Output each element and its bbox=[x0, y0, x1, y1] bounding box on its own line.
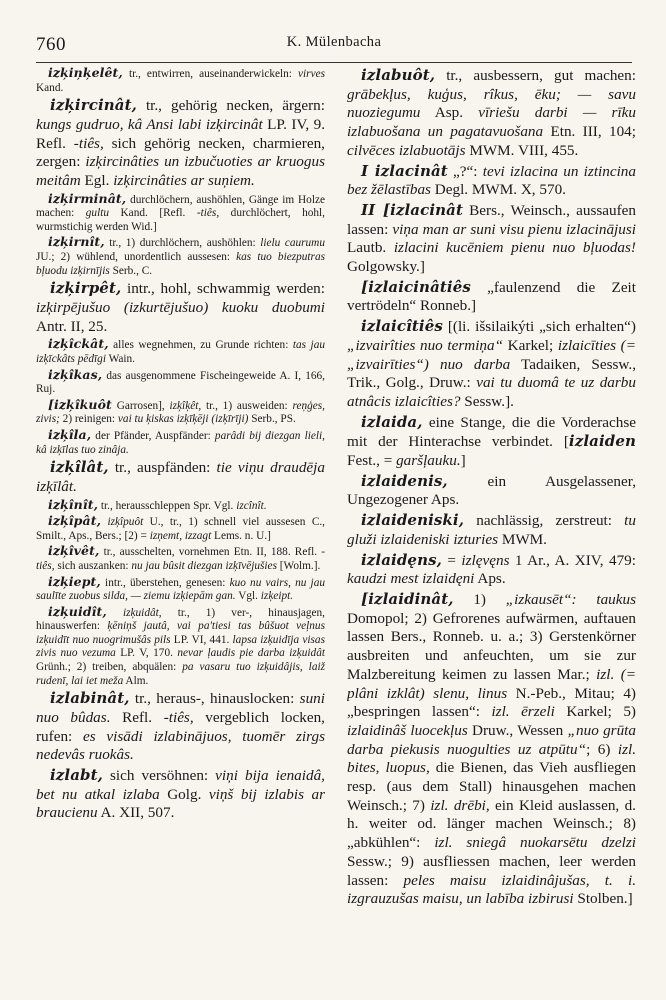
example-text: izl. ērzeli bbox=[491, 703, 555, 721]
example-text: tu gluži izlaideniski izturies bbox=[347, 512, 636, 548]
entry-text: Druw., Wessen bbox=[467, 721, 568, 739]
example-text: izcînît. bbox=[236, 499, 267, 512]
headword: izķirnît, bbox=[48, 234, 105, 250]
example-text: izlaidinâš luocekļus bbox=[347, 721, 468, 739]
entry-text: tr., 1) ver-, hinausjagen, hinauswerfen: bbox=[36, 606, 325, 633]
example-text: gultu bbox=[85, 207, 110, 220]
example-text: parâdi bij diezgan lieli, kâ izķīlas tuo zinâja. bbox=[36, 429, 325, 456]
entry-text: Tadaiken, Sessw., Trik., Golg., Druw.: bbox=[347, 355, 636, 392]
headword: izlaiden bbox=[568, 432, 636, 451]
headword: izķîkas, bbox=[48, 366, 103, 382]
headword: izķîla, bbox=[48, 426, 92, 442]
entry-text: Stolben.] bbox=[573, 890, 633, 908]
example-text: vai tu ķiskas izķīķēji (izķīrīji) bbox=[117, 413, 249, 426]
entry-text bbox=[107, 607, 123, 619]
entry-text: durchlöchern, aushöhlen, Gänge im Holze machen: bbox=[36, 193, 325, 220]
dictionary-entry bbox=[347, 66, 636, 161]
entry-text: Lautb. bbox=[347, 239, 394, 257]
headword: I izlacinât bbox=[361, 161, 448, 180]
example-text: tas jau izķīckâts pēdīgi bbox=[36, 339, 325, 365]
example-text: izlacini kucēniem pienu nuo bļuodas! bbox=[393, 239, 636, 257]
example-text: vīriešu darbi — rīku izlabuošana un pagatavuošana bbox=[347, 104, 636, 141]
entry-text: Golgowsky.] bbox=[347, 258, 425, 276]
headword: izķuidît, bbox=[48, 603, 107, 619]
example-text: suni nuo bûdas. bbox=[36, 690, 325, 726]
headword: izķiept, bbox=[48, 573, 101, 589]
entry-text: der Pfänder, Auspfänder: bbox=[91, 429, 215, 442]
entry-text: Serb., C. bbox=[109, 264, 153, 277]
entry-text: Sessw.]. bbox=[460, 392, 514, 410]
headword: izlabuôt, bbox=[361, 66, 436, 84]
dictionary-entry bbox=[347, 472, 636, 510]
example-text: izķircinâties ar suņiem. bbox=[113, 172, 255, 189]
dictionary-entry bbox=[36, 544, 325, 573]
left-column bbox=[36, 66, 325, 974]
entry-text: Egl. bbox=[80, 172, 114, 189]
entry-text: Lems. n. U.] bbox=[211, 529, 271, 542]
entry-text: nachlässig, zerstreut: bbox=[464, 512, 625, 530]
dictionary-entry bbox=[36, 428, 325, 457]
entry-text: ] bbox=[460, 452, 466, 470]
example-text: cilvēces izlabuotājs bbox=[347, 141, 466, 159]
entry-text: Domopol; 2) Gefrorenes aufwärmen, auftauen lassen Bers., Ronneb. u. a.; 3) Gerstenkörner ausbreiten und anfeuchten, um sie zur Malzbereitung keimen zu lassen Mar.; bbox=[347, 609, 636, 683]
entry-text: Antr. II, 25. bbox=[36, 317, 108, 335]
header-rule bbox=[36, 62, 632, 63]
entry-text bbox=[577, 591, 597, 608]
headword: [izlaidinât, bbox=[361, 589, 454, 608]
headword: izķîckât, bbox=[48, 336, 109, 352]
entry-text: MWM. bbox=[498, 530, 547, 548]
entry-text: LP. V, 170. bbox=[115, 647, 178, 660]
dictionary-entry bbox=[36, 605, 325, 689]
entry-text: tr., 1) ausweiden: bbox=[201, 399, 293, 412]
page-header bbox=[36, 34, 632, 58]
entry-text: tr., entwirren, auseinanderwickeln: bbox=[122, 68, 299, 80]
example-text: grābekļus, kuģus, rîkus, ēku; — savu nuoziegumu bbox=[347, 85, 636, 122]
entry-text: „faulenzend die Zeit vertrödeln“ Ronneb.] bbox=[347, 278, 636, 315]
example-text: „izkausēt“: bbox=[505, 590, 577, 608]
example-text: kungs gudruo, kâ Ansi labi izķircinât bbox=[36, 115, 263, 133]
entry-text: [Wolm.]. bbox=[276, 559, 321, 572]
entry-text: Grünh.; 2) treiben, abquälen: bbox=[36, 661, 183, 674]
entry-text: Karkel; 5) bbox=[554, 703, 636, 721]
example-text: ķēniņš jautâ, vai pa'tiesi tas bûšuot veļnus izķuidīt nuo nuogrimušâs pils bbox=[36, 620, 325, 646]
entry-text: Serb., PS. bbox=[248, 413, 296, 426]
entry-text: A. XII, 507. bbox=[97, 804, 175, 822]
entry-text: tr., gehörig necken, ärgern: bbox=[136, 97, 325, 115]
dictionary-entry bbox=[36, 514, 325, 543]
example-text: kas tuo biezputras bļuodu izķirnījis bbox=[36, 251, 325, 277]
dictionary-entry bbox=[36, 498, 325, 514]
entry-text: N.-Peb., Mitau; 4) „bespringen lassen“: bbox=[347, 684, 636, 721]
example-text: „nuo grūta darba piekusis nuogulties uz atpūtu“ bbox=[347, 721, 636, 758]
headword: izķîlât, bbox=[50, 458, 109, 477]
dictionary-entry bbox=[36, 337, 325, 366]
headword: izķircinât, bbox=[50, 96, 137, 115]
dictionary-entry bbox=[36, 279, 325, 336]
dictionary-entry bbox=[36, 575, 325, 604]
entry-text: intr., überstehen, genesen: bbox=[100, 576, 230, 589]
entry-text: Aps. bbox=[474, 570, 506, 588]
entry-text: MWM. VIII, 455. bbox=[465, 141, 579, 159]
example-text: es visādi izlabinājuos, tuomēr zirgs nedevâs ruokâs. bbox=[36, 727, 325, 764]
entry-text: Vgl. bbox=[235, 590, 261, 603]
example-text: reņģes, zivis; bbox=[36, 399, 325, 426]
running-head: K. Mülenbacha bbox=[286, 34, 382, 50]
entry-text: intr., hohl, schwammig werden: bbox=[121, 280, 325, 298]
example-text: nevar ļaudis pie darba izķuidât bbox=[177, 647, 325, 660]
entry-text: „?“: bbox=[447, 162, 483, 180]
entry-text: tr., herausschleppen Spr. Vgl. bbox=[98, 499, 237, 512]
headword: izķirminât, bbox=[48, 190, 127, 206]
dictionary-entry bbox=[36, 66, 325, 95]
entry-text: Asp. bbox=[420, 104, 479, 122]
entry-text: tr., heraus-, hinauslocken: bbox=[129, 690, 300, 708]
example-text: peles maisu izlaidinâjušas, t. i. izgrauzušas maisu, un labība izbirusi bbox=[347, 871, 636, 908]
entry-text: Kand. bbox=[36, 81, 64, 94]
dictionary-entry bbox=[36, 235, 325, 278]
example-text: viņa man ar suni visu pienu izlacinājusi bbox=[392, 220, 636, 238]
dictionary-entry bbox=[36, 458, 325, 496]
entry-text: Karkel; bbox=[503, 336, 558, 354]
entry-text: LP. IV, 9. Refl. - bbox=[36, 115, 325, 152]
dictionary-entry bbox=[347, 317, 636, 412]
headword: izķîpât, bbox=[48, 513, 102, 529]
example-text: viņš bij izlabis ar braucienu bbox=[36, 785, 325, 822]
example-text: izl. (= plâni izklât) slenu, linus bbox=[347, 665, 636, 702]
entry-text: tr., ausschelten, vornehmen Etn. II, 188. Refl. - bbox=[99, 546, 325, 559]
entry-text: 1 Ar., A. XIV, 479: bbox=[509, 551, 636, 569]
example-text: tiês, bbox=[168, 708, 194, 726]
example-text: izņemt, izzagt bbox=[149, 529, 212, 542]
dictionary-entry bbox=[36, 96, 325, 191]
entry-text: 1) bbox=[453, 590, 506, 608]
example-text: kuo nu vairs, nu jau saulīte zuobus silda, — ziemu izķiepām gan. bbox=[36, 576, 325, 603]
page-number: 760 bbox=[36, 34, 66, 55]
headword: izlabinât, bbox=[50, 689, 130, 708]
example-text: izl. bites, luopus, bbox=[347, 740, 636, 777]
entry-text: Fest., = bbox=[347, 452, 397, 470]
example-text: taukus bbox=[596, 590, 636, 608]
entry-text: Kand. [Refl. - bbox=[109, 207, 201, 220]
entry-text: tr., auspfänden: bbox=[108, 459, 217, 477]
example-text: izķîķêt, bbox=[169, 399, 202, 412]
entry-text: Bers., Weinsch., aussaufen lassen: bbox=[347, 201, 636, 238]
headword: izķiņķelêt, bbox=[48, 66, 123, 80]
dictionary-entry bbox=[36, 766, 325, 823]
entry-text: Alm. bbox=[123, 674, 149, 687]
entry-text: alles wegnehmen, zu Grunde richten: bbox=[108, 339, 293, 352]
example-text: kaudzi mest izlaidęni bbox=[347, 570, 475, 588]
example-text: izl. drēbi, bbox=[430, 796, 490, 814]
example-text: vai tu duomâ te uz darbu atnâcis izlaicîties? bbox=[347, 374, 636, 410]
headword: izlabt, bbox=[50, 766, 103, 785]
entry-text: die Bienen, das Vieh ausfliegen resp. (aus dem Stall) hinausgehen machen Weinsch.; 7) bbox=[347, 759, 636, 814]
headword: izlaida, bbox=[361, 412, 423, 431]
entry-text: vergeblich locken, rufen: bbox=[36, 708, 325, 745]
dictionary-entry bbox=[36, 689, 325, 765]
example-text: virves bbox=[298, 68, 325, 80]
entry-text: sich auszanken: bbox=[54, 559, 132, 572]
dictionary-entry bbox=[347, 590, 636, 909]
headword: izlaidenis, bbox=[361, 471, 448, 490]
entry-text: ; 6) bbox=[586, 740, 618, 758]
dictionary-entry bbox=[36, 368, 325, 397]
entry-text: Wain. bbox=[105, 352, 135, 365]
example-text: „izvairîties nuo termiņa“ bbox=[347, 336, 504, 354]
entry-text: sich gehörig necken, charmieren, zergen: bbox=[36, 134, 325, 171]
example-text: pa vasaru tuo izķuidâjis, laiž rudenī, lai iet meža bbox=[36, 661, 325, 687]
example-text: izķîpuôt bbox=[107, 516, 144, 529]
headword: II [izlacinât bbox=[361, 200, 464, 219]
example-text: lapsa izķuidīja visas zivis nuo vezuma bbox=[36, 633, 325, 660]
entry-text: tr., 1) durchlöchern, aushöhlen: bbox=[104, 237, 261, 250]
example-text: viņi bija ienaidâ, bet nu atkal izlaba bbox=[36, 767, 325, 803]
example-text: izķirpējušuo (izkurtējušuo) kuoku duobumi bbox=[36, 298, 325, 316]
dictionary-entry bbox=[347, 162, 636, 200]
entry-text: Degl. MWM. X, 570. bbox=[430, 181, 566, 199]
entry-text: Etn. III, 104; bbox=[543, 123, 636, 141]
dictionary-entry bbox=[347, 278, 636, 316]
dictionary-entry bbox=[347, 201, 636, 277]
headword: [izķîkuôt bbox=[48, 396, 112, 412]
entry-text: tr., ausbessern, gut machen: bbox=[435, 67, 636, 84]
entry-text: durchlöchert, hohl, wurmstichig werden Wid.] bbox=[36, 207, 325, 233]
entry-text: sich versöhnen: bbox=[102, 767, 216, 785]
example-text: izlaicīties (= „izvairīties“) nuo darba bbox=[347, 336, 636, 373]
example-text: izl. sniegâ nuokarsētu dzelzi bbox=[434, 834, 636, 852]
example-text: nu jau bûsit diezgan izķīvējušies bbox=[131, 559, 277, 572]
dictionary-entry bbox=[36, 192, 325, 235]
headword: izķînît, bbox=[48, 496, 99, 512]
example-text: izķeipt. bbox=[260, 590, 294, 603]
example-text: garšļauku. bbox=[396, 452, 461, 470]
headword: izlaicîtiês bbox=[361, 317, 443, 336]
example-text: tiês, bbox=[200, 207, 220, 220]
entry-text: eine Stange, die die Vorderachse mit der Hinterachse verbindet. [ bbox=[347, 413, 636, 451]
example-text: izķircinâties un izbučuoties ar kruogus meitâm bbox=[36, 153, 325, 189]
example-text: lielu caurumu bbox=[260, 237, 325, 250]
headword: izlaideniski, bbox=[361, 511, 465, 530]
entry-text: Golg. bbox=[159, 785, 209, 803]
dictionary-entry bbox=[347, 511, 636, 549]
example-text: tie viņu draudēja izķīlât. bbox=[36, 459, 325, 495]
entry-text: U., tr., 1) schnell viel aussesen C., Smilt., Aps., Bers.; [2) = bbox=[36, 516, 325, 542]
dictionary-entry bbox=[36, 398, 325, 427]
example-text: tiês, bbox=[78, 134, 104, 152]
headword: [izlaicinâtiês bbox=[361, 277, 471, 296]
entry-text: Sessw.; 9) ausfliessen machen, leer werden lassen: bbox=[347, 852, 636, 889]
entry-text: das ausgenommene Fischeingeweide A. I, 166, Ruj. bbox=[36, 369, 325, 396]
two-column-body bbox=[36, 66, 636, 974]
entry-text: Garrosen], bbox=[111, 399, 170, 412]
example-text: izlęvęns bbox=[461, 551, 510, 569]
entry-text: 2) reinigen: bbox=[59, 413, 118, 426]
dictionary-entry bbox=[347, 413, 636, 471]
right-column bbox=[347, 66, 636, 974]
dictionary-entry bbox=[347, 551, 636, 589]
entry-text: ein Ausgelassener, Ungezogener Aps. bbox=[347, 472, 636, 509]
entry-text: JU.; 2) wühlend, unordentlich aussesen: bbox=[36, 251, 237, 264]
entry-text: LP. VI, 441. bbox=[170, 633, 233, 646]
headword: izķirpêt, bbox=[50, 279, 122, 298]
entry-text: = bbox=[441, 551, 462, 569]
example-text: tiês, bbox=[36, 559, 55, 572]
example-text: tevi izlacina un iztincina bez žēlastības bbox=[347, 162, 636, 199]
headword: izlaidęns, bbox=[361, 550, 442, 569]
example-text: izķuidât, bbox=[122, 606, 162, 619]
entry-text: Refl. - bbox=[110, 708, 169, 726]
headword: izķîvêt, bbox=[48, 543, 100, 559]
entry-text: ein Kleid auslassen, d. h. weiter od. länger machen Weinsch.; 8) „abkühlen“: bbox=[347, 796, 636, 852]
entry-text: [(li. išsilaikýti „sich erhalten“) bbox=[442, 318, 636, 336]
